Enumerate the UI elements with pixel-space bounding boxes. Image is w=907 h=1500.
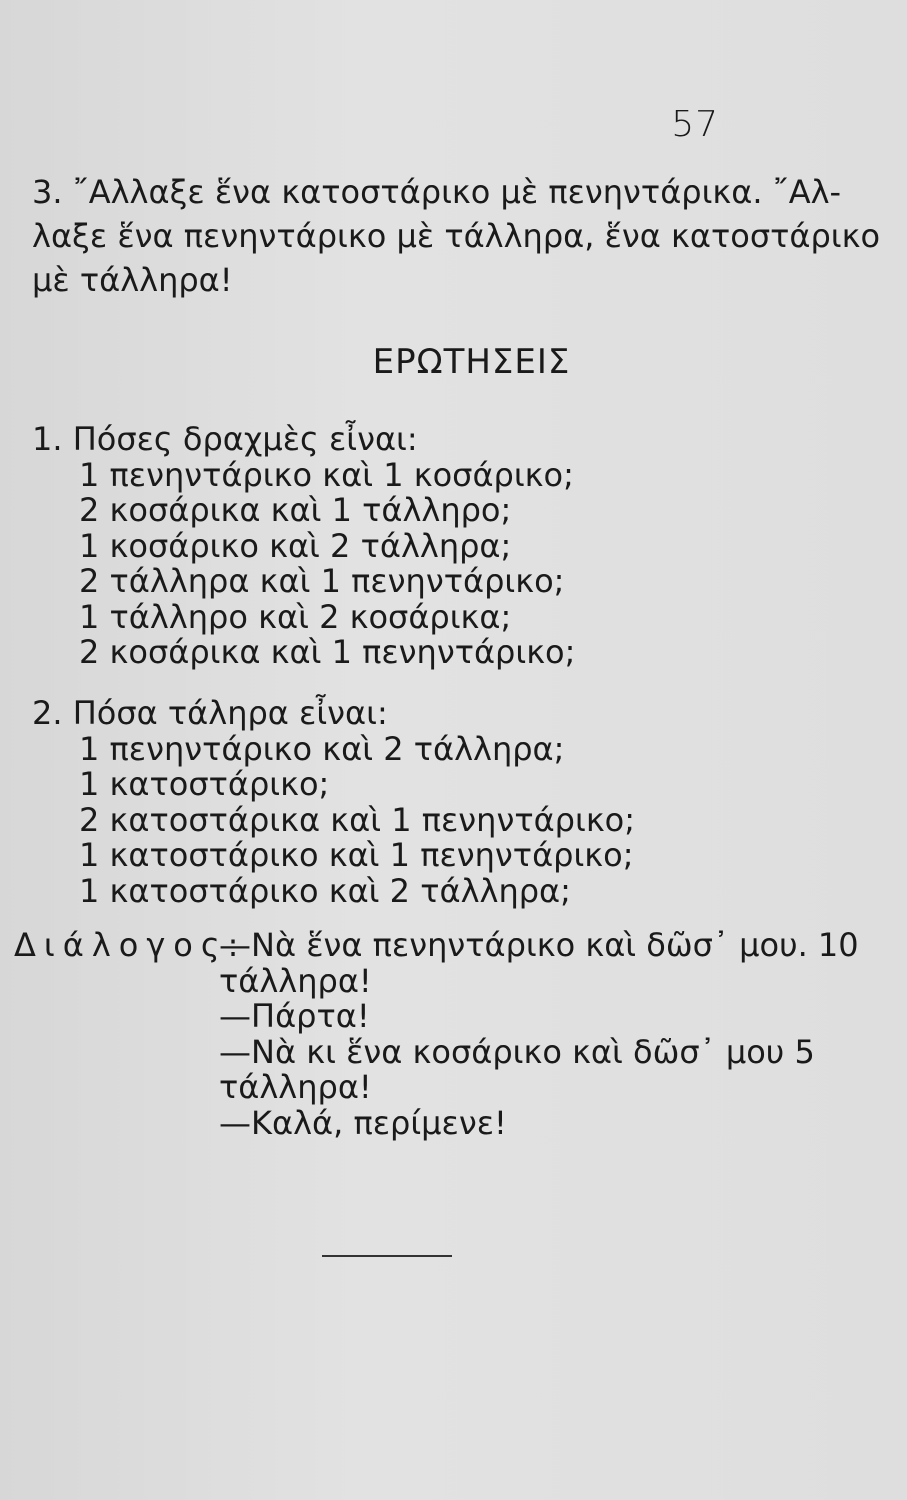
dialogue-line: —Νὰ ἕνα πενηντάρικο καὶ δῶσ᾽ μου. 10 — [219, 926, 859, 964]
dialogue-line: —Πάρτα! — [219, 997, 370, 1035]
exercise-line: 3. ῎Αλλαξε ἕνα κατοστάρικο μὲ πενηντάρικα. ῎Αλ- — [32, 173, 842, 211]
dialogue-line: —Νὰ κι ἕνα κοσάρικο καὶ δῶσ᾽ μου 5 — [219, 1032, 815, 1071]
dialogue-label: Διάλογος: — [14, 926, 247, 964]
page-number: 57 — [671, 104, 719, 145]
question-item: 2 τάλληρα καὶ 1 πενηντάρικο; — [79, 562, 565, 600]
question-item: 2 κατοστάρικα καὶ 1 πενηντάρικο; — [79, 800, 636, 839]
exercise-paragraph — [32, 170, 881, 302]
dialogue-line: τάλληρα! — [219, 961, 372, 1000]
question-title: 1. Πόσες δραχμὲς εἶναι: — [32, 420, 418, 458]
dialogue-line: τάλληρα! — [219, 1068, 372, 1106]
question-item: 1 κοσάρικο καὶ 2 τάλληρα; — [79, 526, 512, 565]
question-item: 1 κατοστάρικο; — [79, 765, 330, 803]
dialogue-line: —Καλά, περίμενε! — [219, 1103, 507, 1142]
exercise-line: μὲ τάλληρα! — [32, 261, 233, 299]
section-divider — [322, 1255, 452, 1257]
question-item: 2 κοσάρικα καὶ 1 πενηντάρικο; — [79, 633, 576, 671]
question-2 — [32, 696, 832, 909]
question-1 — [32, 422, 832, 671]
dialogue-section — [14, 928, 874, 1141]
question-item: 1 κατοστάρικο καὶ 2 τάλληρα; — [79, 871, 571, 910]
section-heading: ΕΡΩΤΗΣΕΙΣ — [372, 342, 571, 382]
dialogue-row — [14, 928, 874, 964]
question-item: 1 τάλληρο καὶ 2 κοσάρικα; — [79, 597, 512, 636]
question-title: 2. Πόσα τάληρα εἶναι: — [32, 694, 388, 732]
question-item: 1 πενηντάρικο καὶ 1 κοσάρικο; — [79, 455, 574, 494]
exercise-line: λαξε ἕνα πενηντάρικο μὲ τάλληρα, ἕνα κατοστάρικο — [32, 217, 881, 255]
question-item: 1 κατοστάρικο καὶ 1 πενηντάρικο; — [79, 836, 634, 874]
question-item: 2 κοσάρικα καὶ 1 τάλληρο; — [79, 491, 512, 529]
question-item: 1 πενηντάρικο καὶ 2 τάλληρα; — [79, 729, 565, 768]
